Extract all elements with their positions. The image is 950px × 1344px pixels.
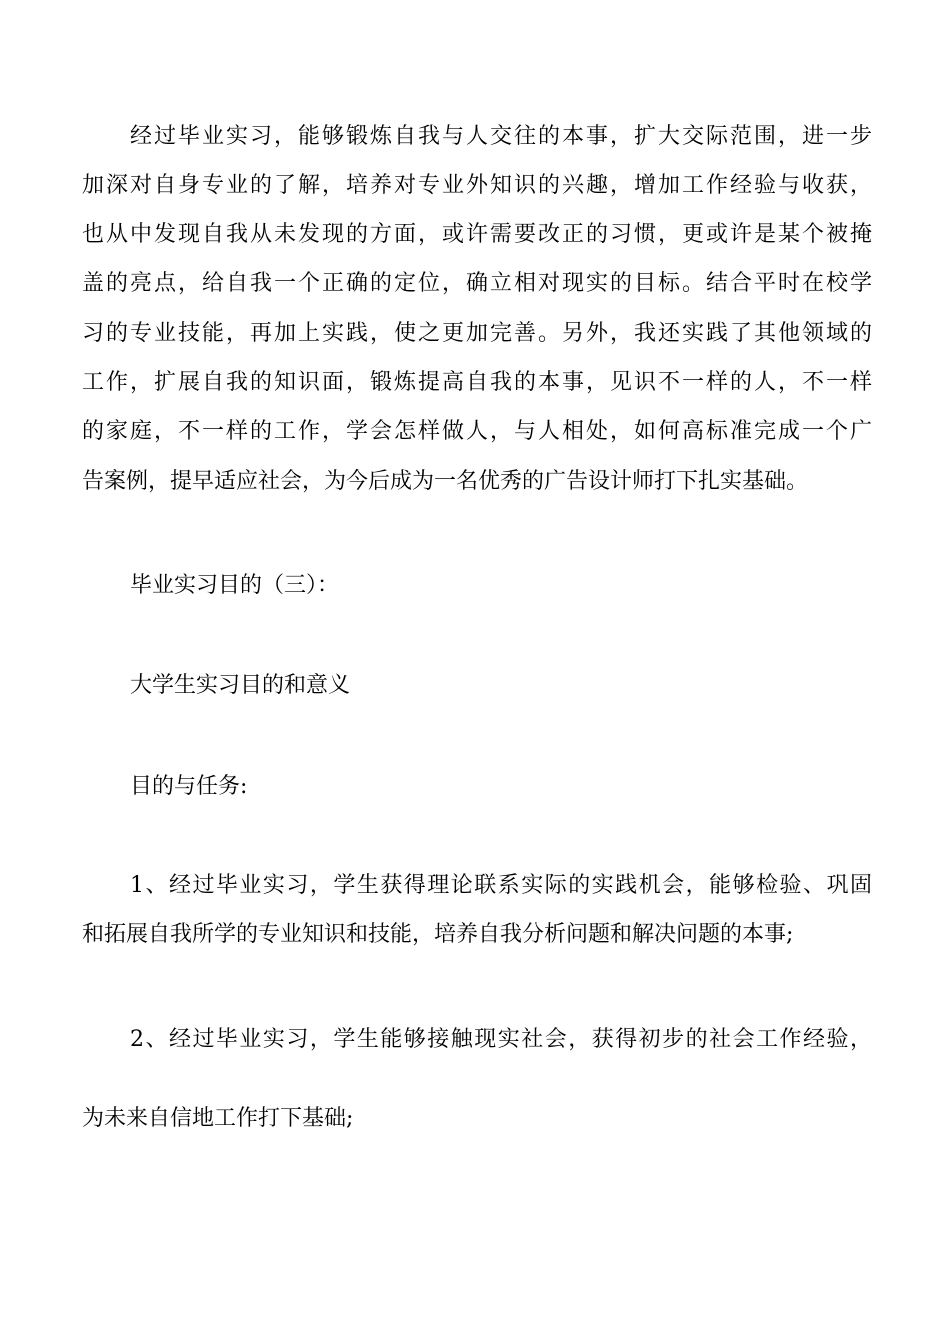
list-item-line: 2、经过毕业实习，学生能够接触现实社会，获得初步的社会工作经验， [130,1027,872,1052]
paragraph-line: 告案例，提早适应社会，为今后成为一名优秀的广告设计师打下扎实基础。 [82,469,809,494]
paragraph-line: 的家庭，不一样的工作，学会怎样做人，与人相处，如何高标准完成一个广 [82,419,872,444]
paragraph-line: 盖的亮点，给自我一个正确的定位，确立相对现实的目标。结合平时在校学 [82,271,872,296]
paragraph-line: 工作，扩展自我的知识面，锻炼提高自我的本事，见识不一样的人，不一样 [82,370,872,395]
paragraph-line: 也从中发现自我从未发现的方面，或许需要改正的习惯，更或许是某个被掩 [82,222,872,247]
section-heading-meaning: 大学生实习目的和意义 [130,673,351,698]
section-heading-purpose-3: 毕业实习目的（三）： [130,573,340,598]
section-heading-tasks: 目的与任务: [130,774,248,799]
paragraph-line: 习的专业技能，再加上实践，使之更加完善。另外，我还实践了其他领域的 [82,321,872,346]
paragraph-line: 加深对自身专业的了解，培养对专业外知识的兴趣，增加工作经验与收获， [82,173,872,198]
paragraph-line: 经过毕业实习，能够锻炼自我与人交往的本事，扩大交际范围，进一步 [130,124,872,149]
list-item-line: 1、经过毕业实习，学生获得理论联系实际的实践机会，能够检验、巩固 [130,873,872,898]
list-item-line: 为未来自信地工作打下基础; [82,1106,354,1131]
list-item-line: 和拓展自我所学的专业知识和技能，培养自我分析问题和解决问题的本事; [82,922,794,947]
